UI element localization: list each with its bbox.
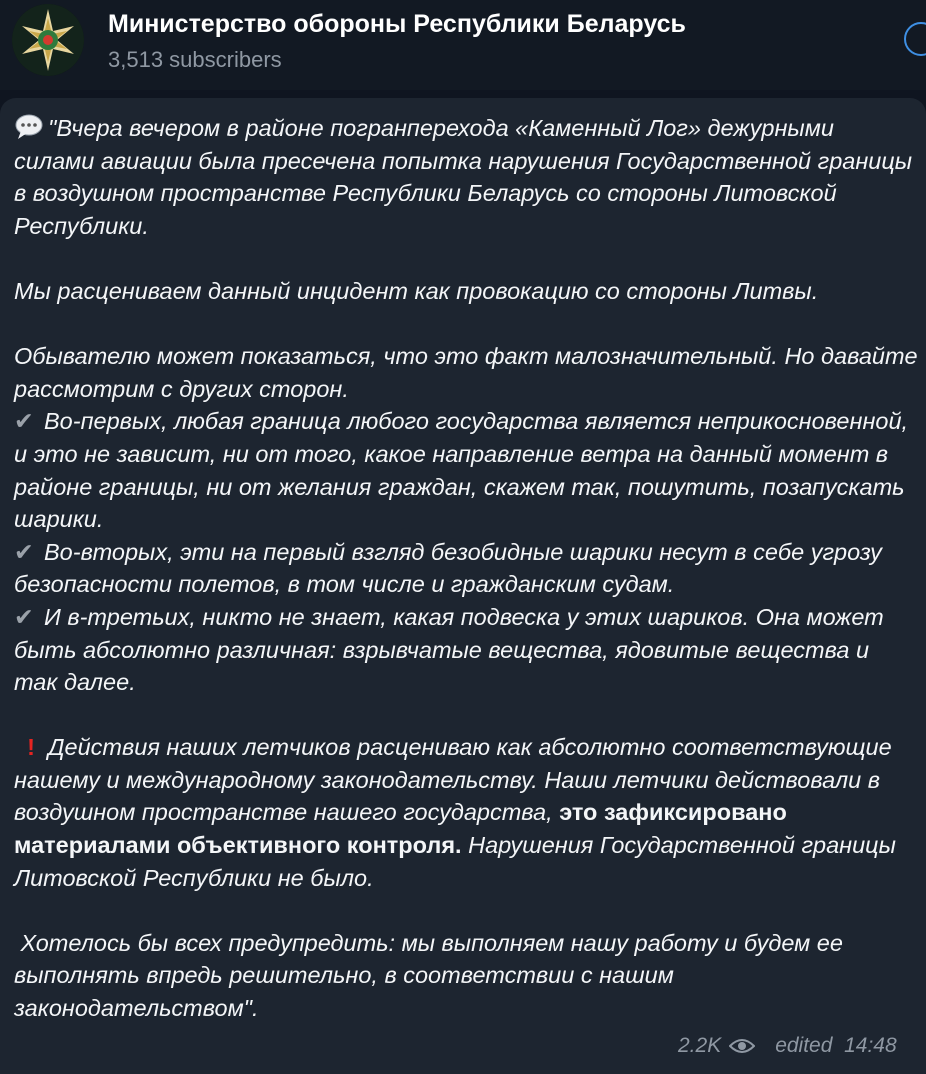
message-paragraph-5-text: Хотелось бы всех предупредить: мы выполняем нашу работу и будем ее выполнять впредь решительно, в соответствии с нашим законодательством". xyxy=(14,929,843,1022)
message-paragraph-4-tail: Нарушения Государственной границы Литовской Республики не было. xyxy=(14,832,896,891)
heavy-check-icon: ✔ xyxy=(14,538,34,565)
ministry-emblem-icon xyxy=(12,4,84,76)
message-text xyxy=(14,112,919,1025)
check-item-2 xyxy=(14,536,919,601)
check-item-1 xyxy=(14,405,919,535)
message-paragraph-1-text: "Вчера вечером в районе погранперехода «Каменный Лог» дежурными силами авиации была пресечена попытка нарушения Государственной границы в воздушном пространстве Республики Беларусь со стороны Литовской Республики. xyxy=(14,115,913,239)
channel-header xyxy=(0,0,926,90)
header-action-button[interactable] xyxy=(904,22,926,56)
message-bold-statement: это зафиксировано материалами объективного контроля. xyxy=(14,799,787,859)
message-paragraph-4-text: Действия наших летчиков расцениваю как абсолютно соответствующие нашему и международному законодательству. Наши летчики действовали в воздушном пространстве нашего государства, xyxy=(14,734,892,826)
channel-title[interactable]: Министерство обороны Республики Беларусь xyxy=(108,10,686,38)
exclamation-icon: ! xyxy=(27,734,35,761)
check-item-3-text: И в-третьих, никто не знает, какая подвеска у этих шариков. Она может быть абсолютно различная: взрывчатые вещества, ядовитые вещества и так далее. xyxy=(14,603,884,696)
heavy-check-icon: ✔ xyxy=(14,603,34,630)
check-item-1-text: Во-первых, любая граница любого государства является неприкосновенной, и это не зависит, ни от того, какое направление ветра на данный момент в районе границы, ни от желания граждан, скажем так, пошутить, позапускать шарики. xyxy=(14,408,909,533)
message-meta xyxy=(678,1034,897,1061)
message-paragraph-2: Мы расцениваем данный инцидент как провокацию со стороны Литвы. xyxy=(14,277,819,304)
channel-avatar[interactable] xyxy=(12,4,84,76)
message-paragraph-5 xyxy=(14,927,919,1025)
subscriber-count: 3,513 subscribers xyxy=(108,47,282,72)
message-paragraph-1 xyxy=(14,112,919,242)
heavy-check-icon: ✔ xyxy=(14,408,34,435)
message-paragraph-3: Обывателю может показаться, что это факт малозначительный. Но давайте рассмотрим с других сторон. xyxy=(14,343,918,402)
eye-icon xyxy=(729,1037,755,1061)
check-item-3 xyxy=(14,601,919,699)
view-count: 2.2K xyxy=(678,1034,722,1057)
message-time: 14:48 xyxy=(844,1034,897,1057)
check-item-2-text: Во-вторых, эти на первый взгляд безобидные шарики несут в себе угрозу безопасности полетов, в том числе и гражданским судам. xyxy=(14,538,882,598)
edited-label: edited xyxy=(775,1034,833,1057)
message-paragraph-4 xyxy=(14,731,919,894)
speech-bubble-icon xyxy=(14,114,44,140)
